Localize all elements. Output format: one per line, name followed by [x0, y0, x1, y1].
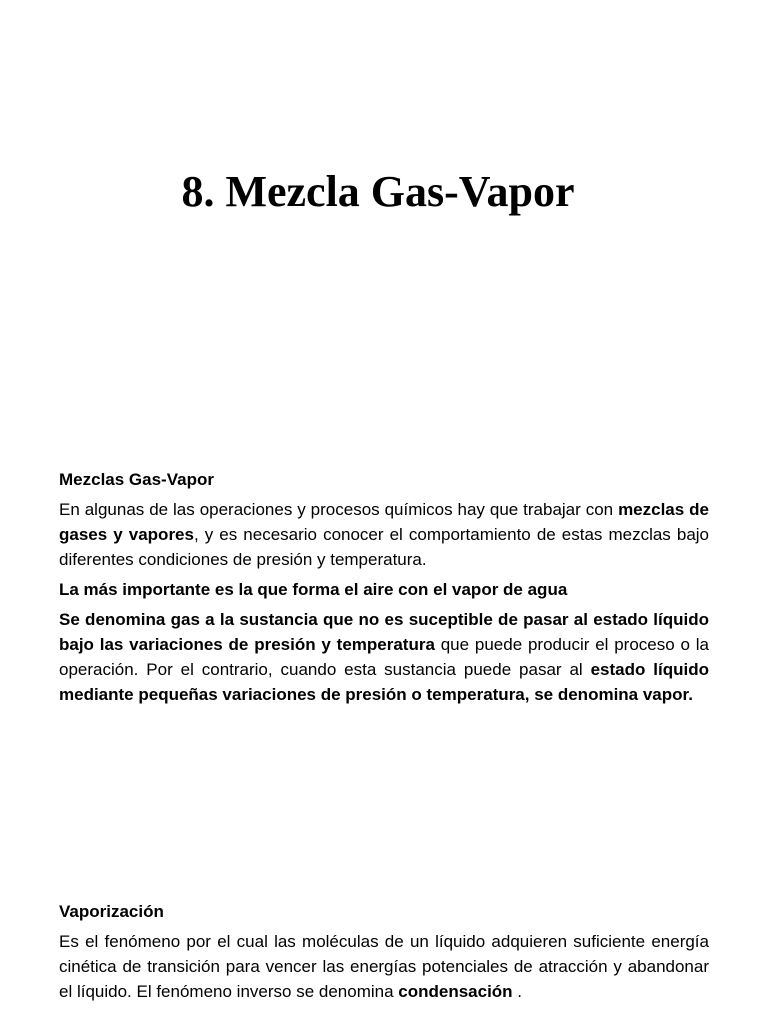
- bold-text: condensación: [398, 982, 513, 1001]
- section-vaporizacion: [59, 899, 709, 1004]
- text-run: .: [512, 982, 523, 1001]
- text-run: Es el fenómeno por el cual las moléculas de un líquido adquieren suficiente energía cinética de transición para vencer las energías potenciales de atracción y abandonar el líquido. El fenómeno inverso se denomina: [59, 932, 709, 1001]
- paragraph-definition: [59, 607, 709, 707]
- section-heading: Mezclas Gas-Vapor: [59, 470, 214, 489]
- bold-text: mezclas de gases y vapores: [59, 500, 709, 544]
- paragraph-intro: [59, 497, 709, 572]
- text-run: , y es necesario conocer el comportamiento de estas mezclas bajo diferentes condiciones de presión y temperatura.: [59, 525, 709, 569]
- section-heading: Vaporización: [59, 902, 164, 921]
- page-title: 8. Mezcla Gas-Vapor: [181, 167, 575, 216]
- paragraph-vaporizacion: [59, 929, 709, 1004]
- section-mezclas-gas-vapor: [59, 467, 709, 707]
- text-run: que puede producir el proceso o la operación. Por el contrario, cuando esta sustancia puede pasar al: [59, 635, 709, 679]
- bold-text: Se denomina gas a la sustancia que no es suceptible de pasar al estado líquido bajo las variaciones de presión y temperatura: [59, 610, 709, 654]
- text-run: En algunas de las operaciones y procesos químicos hay que trabajar con: [59, 500, 619, 519]
- bold-text: estado líquido mediante pequeñas variaciones de presión o temperatura, se denomina vapor.: [59, 660, 709, 704]
- paragraph-highlight: La más importante es la que forma el aire con el vapor de agua: [59, 580, 568, 599]
